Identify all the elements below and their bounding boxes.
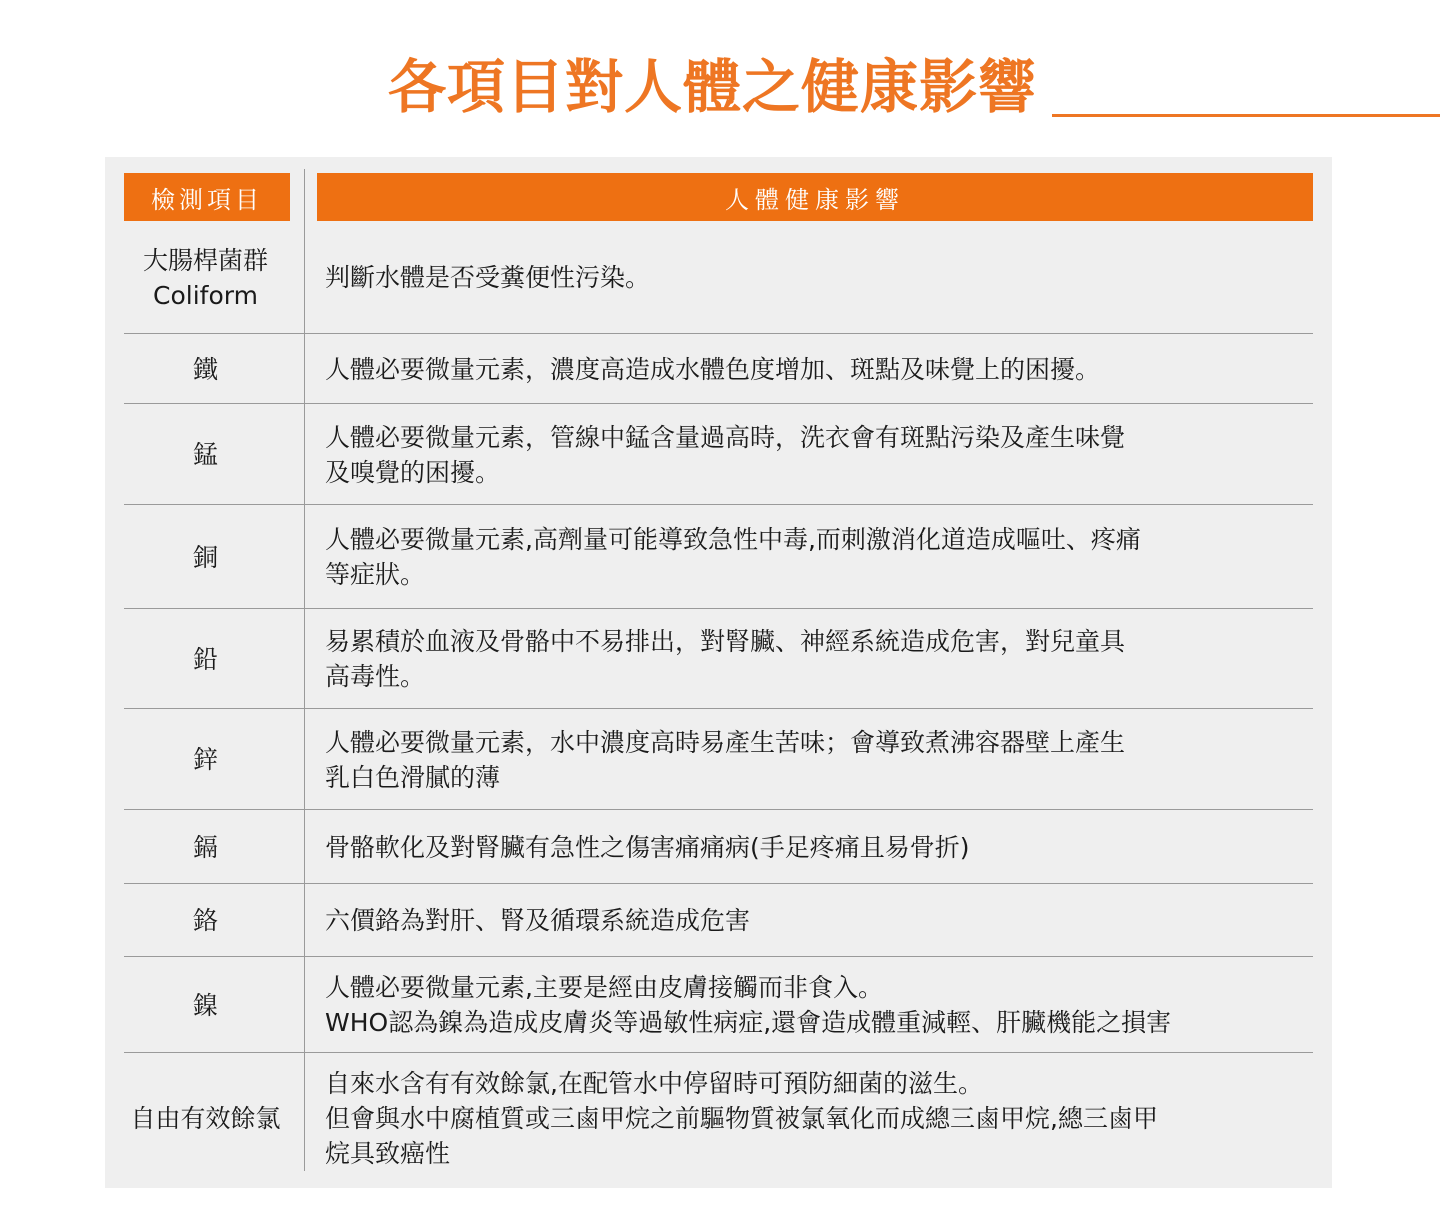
item-name: 大腸桿菌群 (142, 245, 268, 275)
effect-cell (325, 884, 1325, 957)
item-name: 銅 (192, 542, 218, 572)
effect-text: 易累積於血液及骨骼中不易排出，對腎臟、神經系統造成危害，對兒童具 (325, 627, 1126, 656)
effect-cell (325, 404, 1325, 505)
item-name: 鉛 (192, 644, 218, 674)
effect-cell (325, 810, 1325, 884)
effect-text: 六價鉻為對肝、腎及循環系統造成危害 (325, 906, 751, 935)
item-cell (105, 609, 306, 709)
item-cell (105, 505, 306, 609)
effect-text: 人體必要微量元素，水中濃度高時易產生苦味；會導致煮沸容器壁上產生 (325, 727, 1126, 757)
effect-text: 人體必要微量元素，管線中錳含量過高時，洗衣會有斑點污染及產生味覺 (325, 422, 1126, 452)
table-row (124, 1053, 1313, 1183)
item-cell (105, 884, 306, 957)
effect-text: 乳白色滑膩的薄 (325, 762, 501, 792)
item-cell (105, 334, 306, 404)
item-cell (105, 709, 306, 810)
table-row (124, 884, 1313, 957)
effect-text: 等症狀。 (325, 560, 426, 589)
table-row (124, 957, 1313, 1053)
effect-cell (325, 709, 1325, 810)
effect-cell (325, 221, 1325, 334)
item-cell (105, 957, 306, 1053)
header-test-item: 檢測項目 (124, 173, 290, 221)
table-row (124, 221, 1313, 334)
item-name: 鉻 (192, 906, 218, 935)
item-name: 自由有效餘氯 (130, 1103, 281, 1133)
title-underline (1052, 114, 1440, 117)
effect-cell (325, 334, 1325, 404)
table-row (124, 505, 1313, 609)
effect-cell (325, 609, 1325, 709)
effect-text: 人體必要微量元素，濃度高造成水體色度增加、斑點及味覺上的困擾。 (325, 354, 1101, 384)
effect-text: 人體必要微量元素,高劑量可能導致急性中毒,而刺激消化道造成嘔吐、疼痛 (325, 525, 1141, 554)
effect-cell (325, 505, 1325, 609)
health-effects-table (105, 157, 1332, 1188)
table-row (124, 404, 1313, 505)
item-name: 鐵 (192, 354, 218, 384)
item-name-en: Coliform (153, 280, 258, 310)
table-row (124, 609, 1313, 709)
effect-cell (325, 957, 1325, 1053)
title-area (0, 0, 1440, 140)
table-row (124, 334, 1313, 404)
table-row (124, 810, 1313, 884)
effect-text: 高毒性。 (325, 662, 426, 691)
effect-cell (325, 1053, 1325, 1183)
item-name: 鋅 (192, 745, 218, 774)
effect-text: 但會與水中腐植質或三鹵甲烷之前驅物質被氯氧化而成總三鹵甲烷,總三鹵甲 (325, 1103, 1158, 1133)
page-title: 各項目對人體之健康影響 (388, 53, 1038, 121)
effect-text: 烷具致癌性 (325, 1138, 451, 1168)
table-row (124, 709, 1313, 810)
item-name: 鎳 (192, 990, 218, 1020)
effect-text: 骨骼軟化及對腎臟有急性之傷害痛痛病(手足疼痛且易骨折) (325, 832, 970, 862)
effect-text: 自來水含有有效餘氯,在配管水中停留時可預防細菌的滋生。 (325, 1068, 983, 1098)
effect-text: WHO認為鎳為造成皮膚炎等過敏性病症,還會造成體重減輕、肝臟機能之損害 (325, 1008, 1172, 1037)
effect-text: 人體必要微量元素,主要是經由皮膚接觸而非食入。 (325, 973, 883, 1002)
item-name: 錳 (192, 440, 218, 469)
item-name: 鎘 (192, 832, 218, 862)
effect-text: 及嗅覺的困擾。 (325, 457, 501, 487)
item-cell (105, 404, 306, 505)
item-cell (105, 1053, 306, 1183)
effect-text: 判斷水體是否受糞便性污染。 (325, 263, 651, 292)
item-cell (105, 810, 306, 884)
header-health-effect: 人體健康影響 (317, 173, 1313, 221)
item-cell (105, 221, 306, 334)
